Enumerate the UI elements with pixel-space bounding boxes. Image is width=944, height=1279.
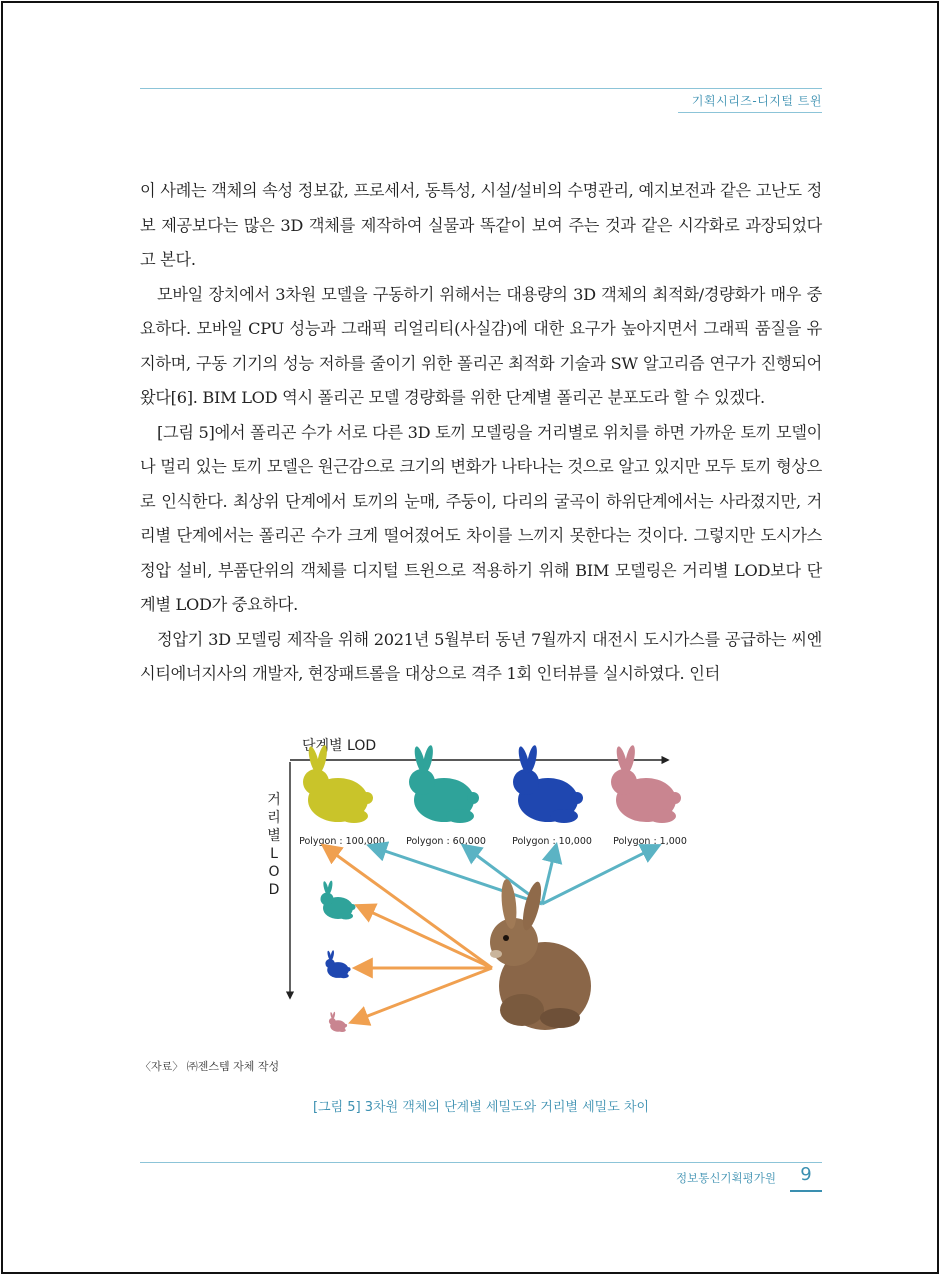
bunny-icon <box>513 744 583 823</box>
bunny-icon <box>325 950 350 978</box>
bunny-icon <box>409 744 479 823</box>
lod-bunny-3 <box>513 744 583 823</box>
y-axis-char-6: D <box>268 882 280 898</box>
y-axis-char-1: 거 <box>267 792 281 808</box>
figure-source: 〈자료〉 ㈜젠스템 자체 작성 <box>140 1060 280 1073</box>
paragraph-3: [그림 5]에서 폴리곤 수가 서로 다른 3D 토끼 모델링을 거리별로 위치를 하면 가까운 토끼 모델이나 멀리 있는 토끼 모델은 원근감으로 크기의 변화가 나타나는 것으로 알고 있지만 모두 토끼 형상으로 인식한다. 최상위 단계에서 토끼의 눈매, 주둥이, 다리의 굴곡이 하위단계에서는 사라졌지만, 거리별 단계에서는 폴리곤 수가 크게 떨어졌어도 차이를 느끼지 못한다는 것이다. 그렇지만 도시가스 정압 설비, 부품단위의 객체를 디지털 트윈으로 적용하기 위해 BIM 모델링은 거리별 LOD보다 단계별 LOD가 중요하다. <box>140 422 822 614</box>
page-number-underline <box>790 1190 822 1192</box>
footer-rule <box>140 1162 822 1163</box>
lod-bunny-2 <box>409 744 479 823</box>
paragraph-2: 모바일 장치에서 3차원 모델을 구동하기 위해서는 대용량의 3D 객체의 최적화/경량화가 매우 중요하다. 모바일 CPU 성능과 그래픽 리얼리티(사실감)에 대한 요구가 높아지면서 그래픽 품질을 유지하며, 구동 기기의 성능 저하를 줄이기 위한 폴리곤 최적화 기술과 SW 알고리즘 연구가 진행되어 왔다[6]. BIM LOD 역시 폴리곤 모델 경량화를 위한 단계별 폴리곤 분포도라 할 수 있겠다. <box>140 284 822 407</box>
bunny-icon <box>611 744 681 823</box>
y-axis-char-4: L <box>270 846 278 862</box>
y-axis-char-2: 리 <box>267 810 281 826</box>
lod-figure <box>260 728 700 1048</box>
distance-bunny-1 <box>321 880 356 919</box>
y-axis-char-3: 별 <box>267 828 281 844</box>
series-label: 기획시리즈-디지털 트윈 <box>691 94 822 108</box>
distance-bunny-3 <box>329 1012 347 1032</box>
body-text <box>140 174 822 692</box>
header-rule <box>140 88 822 89</box>
lod-bunny-4 <box>611 744 681 823</box>
header-underline <box>678 112 822 113</box>
bunny-icon <box>329 1012 347 1032</box>
figure-caption: [그림 5] 3차원 객체의 단계별 세밀도와 거리별 세밀도 차이 <box>312 1100 650 1115</box>
y-axis-char-5: O <box>268 864 280 880</box>
paragraph-1: 이 사례는 객체의 속성 정보값, 프로세서, 동특성, 시설/설비의 수명관리, 예지보전과 같은 고난도 정보 제공보다는 많은 3D 객체를 제작하여 실물과 똑같이 보여 주는 것과 같은 시각화로 과장되었다고 본다. <box>140 181 822 269</box>
polygon-label-1: Polygon : 100,000 <box>299 836 385 847</box>
lod-bunny-1 <box>303 744 373 823</box>
y-axis-label <box>267 791 281 898</box>
bunny-icon <box>321 880 356 919</box>
polygon-label-3: Polygon : 10,000 <box>512 836 592 847</box>
distance-bunny-2 <box>325 950 350 978</box>
polygon-label-2: Polygon : 60,000 <box>406 836 486 847</box>
distance-arrows <box>324 846 492 1022</box>
page-number: 9 <box>800 1164 812 1185</box>
paragraph-4: 정압기 3D 모델링 제작을 위해 2021년 5월부터 동년 7월까지 대전시 도시가스를 공급하는 씨엔시티에너지사의 개발자, 현장패트롤을 대상으로 격주 1회 인터뷰를 실시하였다. 인터 <box>140 629 822 683</box>
footer-organization: 정보통신기획평가원 <box>676 1171 776 1185</box>
x-axis-label: 단계별 LOD <box>302 738 377 754</box>
polygon-label-4: Polygon : 1,000 <box>613 836 687 847</box>
bunny-icon <box>303 744 373 823</box>
